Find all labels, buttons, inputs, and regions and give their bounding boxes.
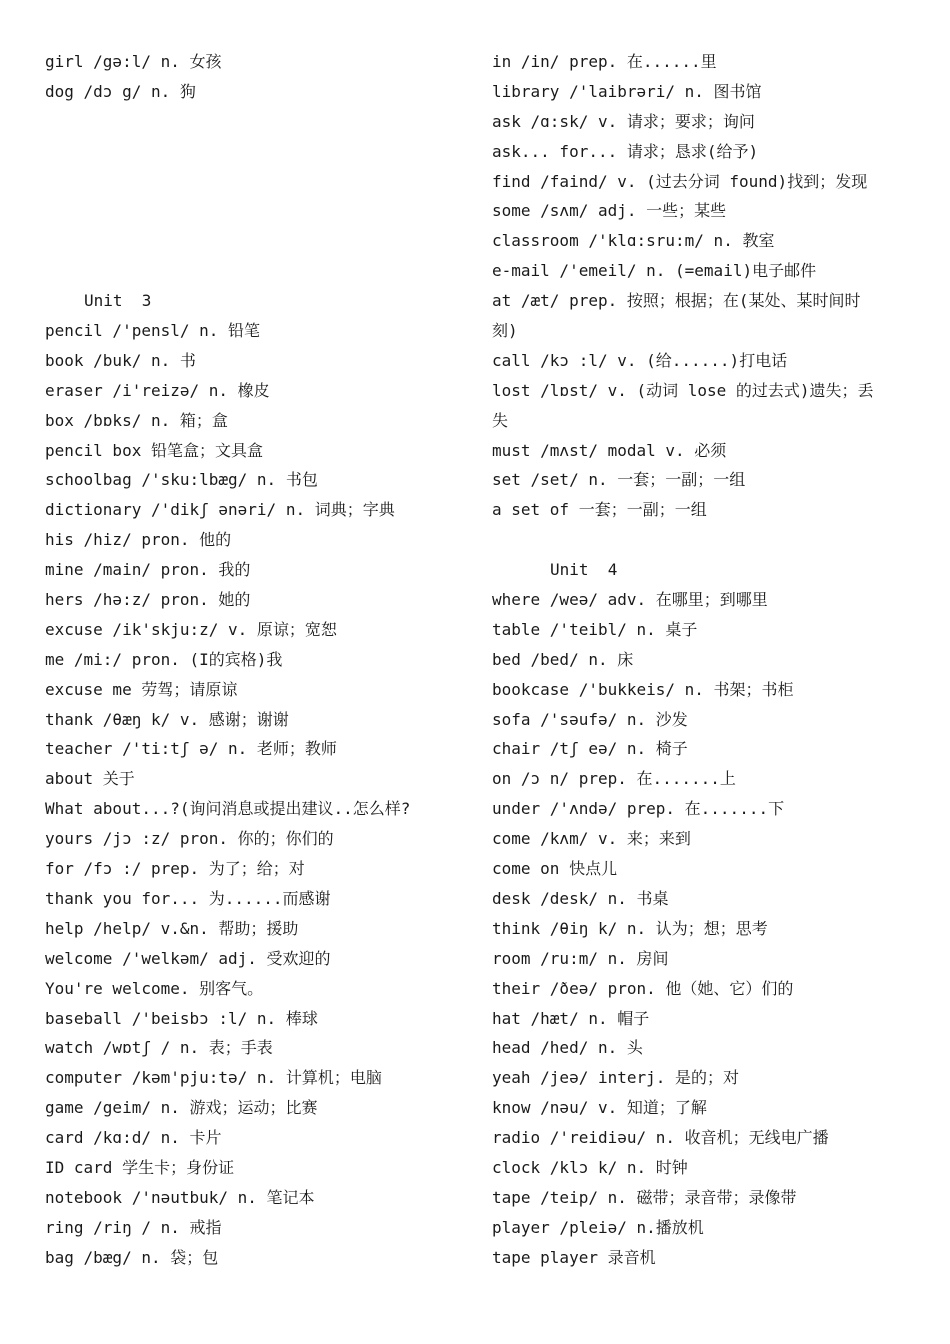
blank-line <box>492 525 912 555</box>
blank-line <box>45 167 465 197</box>
vocab-entry: bag /bæg/ n. 袋；包 <box>45 1247 219 1267</box>
vocab-entry: call /kɔ :l/ v. (给......)打电话 <box>492 350 788 370</box>
vocab-entry: thank /θæŋ k/ v. 感谢；谢谢 <box>45 709 289 729</box>
vocab-entry: sofa /'səufə/ n. 沙发 <box>492 709 688 729</box>
vocab-entry: head /hed/ n. 头 <box>492 1038 643 1058</box>
vocab-entry: where /weə/ adv. 在哪里；到哪里 <box>492 590 768 610</box>
vocab-entry: tape /teip/ n. 磁带；录音带；录像带 <box>492 1187 797 1207</box>
vocab-entry: ID card 学生卡；身份证 <box>45 1157 235 1177</box>
vocab-entry: lost /lɒst/ v. (动词 lose 的过去式)遗失；丢 <box>492 380 874 400</box>
vocab-entry: at /æt/ prep. 按照；根据；在(某处、某时间时 <box>492 291 861 311</box>
blank-line <box>45 256 465 286</box>
unit-4-heading: Unit 4 <box>550 560 618 580</box>
vocab-entry: mine /main/ pron. 我的 <box>45 560 251 580</box>
vocab-entry: baseball /'beisbɔ :l/ n. 棒球 <box>45 1008 318 1028</box>
blank-line <box>45 107 465 137</box>
blank-line <box>45 196 465 226</box>
vocab-entry: welcome /'welkəm/ adj. 受欢迎的 <box>45 948 331 968</box>
blank-line <box>45 137 465 167</box>
vocab-entry: ask /ɑ:sk/ v. 请求；要求；询问 <box>492 111 755 131</box>
vocab-entry: on /ɔ n/ prep. 在.......上 <box>492 769 736 789</box>
vocab-entry: know /nəu/ v. 知道；了解 <box>492 1098 707 1118</box>
right-column <box>492 47 912 1273</box>
vocab-entry-continuation: 失 <box>492 410 509 430</box>
vocab-entry: a set of 一套；一副；一组 <box>492 500 707 520</box>
vocab-entry: find /faind/ v. (过去分词 found)找到；发现 <box>492 171 868 191</box>
vocab-entry: eraser /i'reizə/ n. 橡皮 <box>45 380 270 400</box>
vocab-entry: thank you for... 为......而感谢 <box>45 888 331 908</box>
vocab-entry: set /set/ n. 一套；一副；一组 <box>492 470 746 490</box>
vocab-entry: come /kʌm/ v. 来；来到 <box>492 829 691 849</box>
vocab-entry: clock /klɔ k/ n. 时钟 <box>492 1157 688 1177</box>
blank-line <box>45 226 465 256</box>
vocab-entry: their /ðeə/ pron. 他（她、它）们的 <box>492 978 794 998</box>
vocab-entry: game /geim/ n. 游戏；运动；比赛 <box>45 1098 318 1118</box>
vocab-entry: in /in/ prep. 在......里 <box>492 52 717 71</box>
vocab-entry: What about...?(询问消息或提出建议..怎么样? <box>45 799 411 819</box>
vocab-entry: think /θiŋ k/ n. 认为；想；思考 <box>492 918 768 938</box>
vocab-entry: pencil /'pensl/ n. 铅笔 <box>45 321 261 341</box>
unit-3-heading: Unit 3 <box>84 291 152 311</box>
left-column <box>45 47 465 1273</box>
vocab-entry: dog /dɔ g/ n. 狗 <box>45 81 196 101</box>
vocab-entry: me /mi:/ pron. (I的宾格)我 <box>45 649 283 669</box>
vocab-entry: watch /wɒtʃ / n. 表；手表 <box>45 1038 273 1058</box>
vocab-entry: classroom /'klɑ:sru:m/ n. 教室 <box>492 231 775 251</box>
vocab-entry: yeah /jeə/ interj. 是的；对 <box>492 1068 740 1088</box>
vocab-entry: bed /bed/ n. 床 <box>492 649 634 669</box>
vocab-entry: desk /desk/ n. 书桌 <box>492 888 669 908</box>
vocab-entry: box /bɒks/ n. 箱；盒 <box>45 410 228 430</box>
vocab-entry: table /'teibl/ n. 桌子 <box>492 619 698 639</box>
vocab-entry: tape player 录音机 <box>492 1247 656 1267</box>
vocab-entry: must /mʌst/ modal v. 必须 <box>492 440 727 460</box>
vocab-entry: card /kɑ:d/ n. 卡片 <box>45 1128 222 1148</box>
vocab-entry: book /buk/ n. 书 <box>45 350 196 370</box>
vocab-entry: some /sʌm/ adj. 一些；某些 <box>492 201 727 221</box>
vocab-entry: help /help/ v.&n. 帮助；援助 <box>45 918 299 938</box>
vocab-entry: about 关于 <box>45 769 135 789</box>
vocab-entry: schoolbag /'sku:lbæg/ n. 书包 <box>45 470 318 490</box>
vocab-entry: radio /'reidiəu/ n. 收音机；无线电广播 <box>492 1128 829 1148</box>
vocab-entry: for /fɔ :/ prep. 为了；给；对 <box>45 859 305 879</box>
vocab-entry: under /'ʌndə/ prep. 在.......下 <box>492 799 785 819</box>
vocab-entry: notebook /'nəutbuk/ n. 笔记本 <box>45 1187 315 1207</box>
vocab-entry: e-mail /'emeil/ n. (=email)电子邮件 <box>492 261 817 281</box>
vocab-entry: ask... for... 请求；恳求(给予) <box>492 141 759 161</box>
vocab-entry: teacher /'ti:tʃ ə/ n. 老师；教师 <box>45 739 337 759</box>
vocab-entry: You're welcome. 别客气。 <box>45 978 264 998</box>
vocab-entry: yours /jɔ :z/ pron. 你的；你们的 <box>45 829 334 849</box>
vocab-entry: dictionary /'dikʃ ənəri/ n. 词典；字典 <box>45 500 395 520</box>
vocab-entry: hat /hæt/ n. 帽子 <box>492 1008 650 1028</box>
vocab-entry-continuation: 刻) <box>492 321 518 341</box>
vocab-entry: hers /hə:z/ pron. 她的 <box>45 590 251 610</box>
vocab-entry: player /pleiə/ n.播放机 <box>492 1217 704 1237</box>
vocab-entry: girl /gə:l/ n. 女孩 <box>45 52 222 71</box>
vocab-entry: library /'laibrəri/ n. 图书馆 <box>492 81 762 101</box>
vocab-entry: chair /tʃ eə/ n. 椅子 <box>492 739 688 759</box>
vocab-entry: room /ru:m/ n. 房间 <box>492 948 669 968</box>
vocab-entry: ring /riŋ / n. 戒指 <box>45 1217 222 1237</box>
vocab-entry: excuse me 劳驾；请原谅 <box>45 679 238 699</box>
vocab-entry: pencil box 铅笔盒；文具盒 <box>45 440 263 460</box>
vocab-entry: his /hiz/ pron. 他的 <box>45 530 232 550</box>
vocab-entry: computer /kəm'pju:tə/ n. 计算机；电脑 <box>45 1068 382 1088</box>
vocab-entry: excuse /ik'skju:z/ v. 原谅；宽恕 <box>45 619 337 639</box>
vocab-entry: come on 快点儿 <box>492 859 618 879</box>
vocab-entry: bookcase /'bukkeis/ n. 书架；书柜 <box>492 679 794 699</box>
